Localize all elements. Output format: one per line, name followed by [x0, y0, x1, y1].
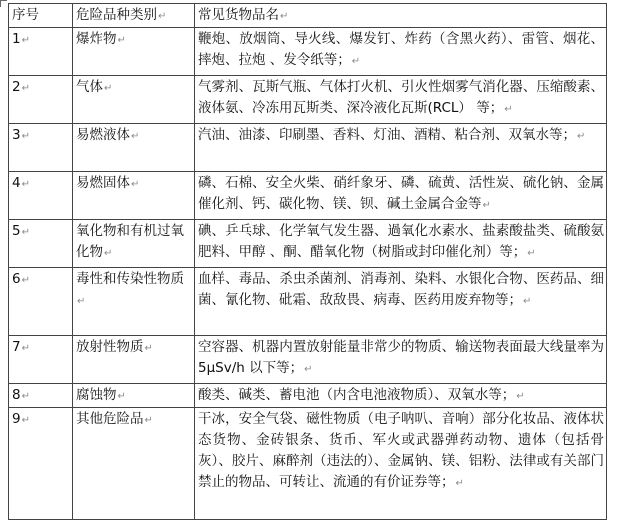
table-header-row — [9, 4, 607, 28]
table-row — [9, 336, 607, 384]
row-items: 酸类、碱类、蓄电池（内含电池液物质）、双氧水等；↵ — [195, 384, 607, 408]
table-row — [9, 408, 607, 520]
dangerous-goods-table-container — [8, 3, 607, 520]
table-row — [9, 220, 607, 268]
row-items: 碘、乒乓球、化学氧气发生器、過氧化水素水、盐素酸盐类、硫酸氨肥料、甲醇 、酮、醋氧化物（树脂或封印催化剂）等；↵ — [195, 220, 607, 268]
row-category: 毒性和传染性物质↵ — [73, 268, 195, 336]
row-no: 7↵ — [9, 336, 73, 384]
row-items: 血样、毒品、杀虫杀菌剂、消毒剂、染料、水银化合物、医药品、细菌、氰化物、砒霜、敌敌畏、病毒、医药用废弃物等；↵ — [195, 268, 607, 336]
dangerous-goods-table — [8, 3, 607, 520]
row-category: 爆炸物↵ — [73, 28, 195, 76]
row-category: 氧化物和有机过氧化物↵ — [73, 220, 195, 268]
row-no: 5↵ — [9, 220, 73, 268]
table-row — [9, 268, 607, 336]
table-row — [9, 76, 607, 124]
row-no: 3↵ — [9, 124, 73, 172]
row-items: 鞭炮、放烟筒、导火线、爆发钉、炸药（含黑火药）、雷管、烟花、摔炮、拉炮 、发令纸等；↵ — [195, 28, 607, 76]
row-category: 腐蚀物↵ — [73, 384, 195, 408]
row-items: 空容器、机器内置放射能量非常少的物质、输送物表面最大线量率为 5μSv/h 以下等；↵ — [195, 336, 607, 384]
row-items: 磷、石棉、安全火柴、硝纤象牙、磷、硫黄、活性炭、硫化钠、金属催化剂、钙、碳化物、镁、钡、碱土金属合金等↵ — [195, 172, 607, 220]
row-no: 1↵ — [9, 28, 73, 76]
row-category: 气体↵ — [73, 76, 195, 124]
table-row — [9, 28, 607, 76]
row-no: 9↵ — [9, 408, 73, 520]
row-no: 8↵ — [9, 384, 73, 408]
row-no: 2↵ — [9, 76, 73, 124]
table-row — [9, 384, 607, 408]
header-category: 危险品种类别↵ — [73, 4, 195, 28]
document-corner-mark — [0, 0, 7, 7]
row-category: 放射性物质↵ — [73, 336, 195, 384]
row-no: 6↵ — [9, 268, 73, 336]
row-no: 4↵ — [9, 172, 73, 220]
table-row — [9, 172, 607, 220]
table-row — [9, 124, 607, 172]
header-no: 序号 — [9, 4, 73, 28]
row-items: 汽油、油漆、印刷墨、香料、灯油、酒精、粘合剂、双氧水等；↵ — [195, 124, 607, 172]
row-category: 易燃液体↵ — [73, 124, 195, 172]
row-items: 干冰，安全气袋、磁性物质（电子呐叭、音响）部分化妆品、液体状态货物、金砖银条、货币、军火或武器弹药动物、遗体（包括骨灰）、胶片、麻醉剂（违法的）、金属钠、镁、铝粉、法律或有关部门禁止的物品、可转让、流通的有价证券等；↵ — [195, 408, 607, 520]
row-category: 其他危险品↵ — [73, 408, 195, 520]
header-items: 常见货物品名↵ — [195, 4, 607, 28]
row-items: 气雾剂、瓦斯气瓶、气体打火机、引火性烟雾气消化器、压缩酸素、液体氨、冷冻用瓦斯类、深冷液化瓦斯(RCL） 等；↵ — [195, 76, 607, 124]
row-category: 易燃固体↵ — [73, 172, 195, 220]
